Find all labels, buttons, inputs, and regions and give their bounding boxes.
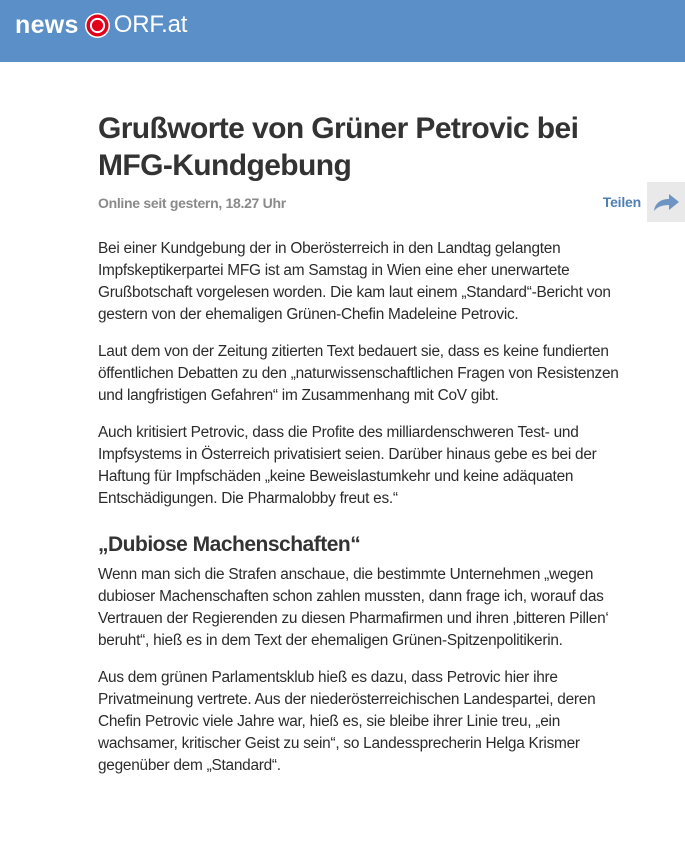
article-paragraph: Aus dem grünen Parlamentsklub hieß es dazu, dass Petrovic hier ihre Privatmeinung vertrete. Aus der niederösterreichischen Landespartei, deren Chefin Petrovic viele Jahre war, hieß es, sie bleibe ihrer Linie treu, „ein wachsamer, kritischer Geist zu sein“, so Landessprecherin Helga Krismer gegenüber dem „Standard“.	[98, 669, 596, 774]
publish-timestamp: Online seit gestern, 18.27 Uhr	[98, 195, 286, 211]
article-paragraph: Laut dem von der Zeitung zitierten Text bedauert sie, dass es keine fundierten öffentlichen Debatten zu den „naturwissenschaftlichen Fragen von Resistenzen und langfristigen Gefahren“ im Zusammenhang mit CoV gibt.	[98, 343, 619, 404]
orf-news-logo[interactable]	[15, 10, 187, 40]
article-title: Grußworte von Grüner Petrovic bei MFG-Kundgebung	[98, 112, 579, 182]
article-subheading: „Dubiose Machenschaften“	[98, 533, 361, 556]
share-arrow-icon[interactable]	[647, 182, 685, 222]
share-button[interactable]	[603, 182, 685, 222]
logo-news-text: news	[15, 10, 79, 39]
top-header	[0, 0, 685, 62]
article-content	[0, 62, 685, 855]
article-body	[98, 238, 630, 792]
article-paragraph: Bei einer Kundgebung der in Oberösterreich in den Landtag gelangten Impfskeptikerpartei MFG ist am Samstag in Wien eine eher unerwartete Grußbotschaft vorgelesen worden. Die kam laut einem „Standard“-Bericht von gestern von der ehemaligen Grünen-Chefin Madeleine Petrovic.	[98, 240, 611, 323]
article-paragraph: Wenn man sich die Strafen anschaue, die bestimmte Unternehmen „wegen dubioser Machenschaften schon zahlen mussten, dann frage ich, worauf das Vertrauen der Regierenden zu diesen Pharmafirmen und ihren ‚bitteren Pillen‘ beruht“, hieß es in dem Text der ehemaligen Grünen-Spitzenpolitikerin.	[98, 566, 609, 649]
article-paragraph: Auch kritisiert Petrovic, dass die Profite des milliardenschweren Test- und Impfsystems in Österreich privatisiert seien. Darüber hinaus gebe es bei der Haftung für Impfschäden „keine Beweislastumkehr und keine adäquaten Entschädigungen. Die Pharmalobby freut es.“	[98, 424, 597, 507]
logo-orf-text: ORF.at	[113, 11, 188, 38]
orf-eye-icon	[84, 12, 111, 39]
share-label[interactable]: Teilen	[602, 194, 641, 210]
